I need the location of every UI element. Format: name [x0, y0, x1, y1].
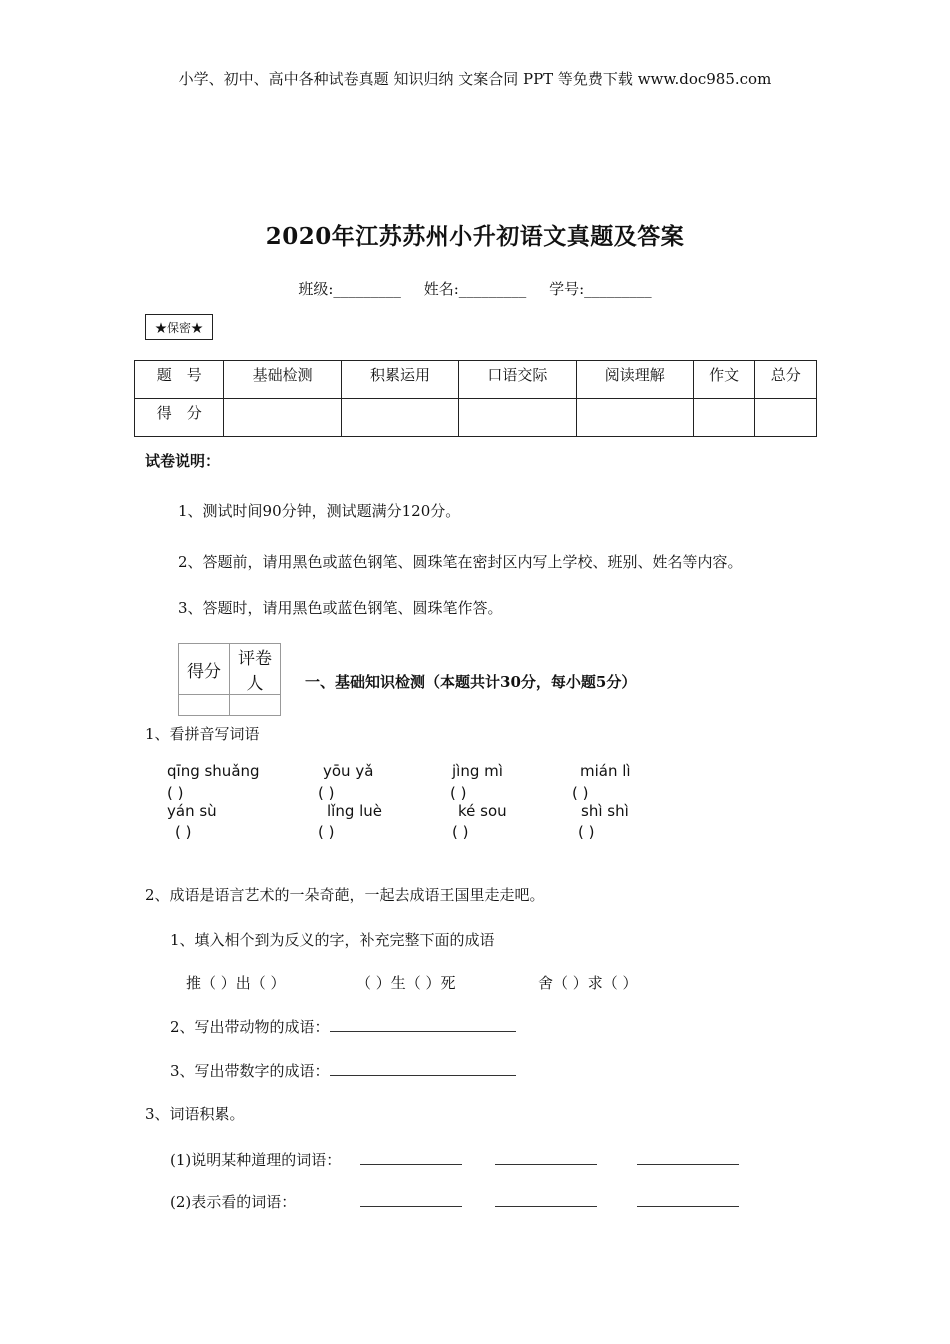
confidential-badge: ★保密★ — [145, 314, 213, 340]
pinyin-item: qīng shuǎng — [167, 762, 260, 780]
answer-line[interactable] — [360, 1150, 462, 1165]
score-cell — [341, 399, 458, 437]
pinyin-item: yán sù — [167, 802, 217, 820]
grader-score-label: 得分 — [179, 644, 230, 695]
question-2-title: 2、成语是语言艺术的一朵奇葩，一起去成语王国里走走吧。 — [145, 886, 545, 904]
idiom-blank: 舍（ ）求（ ） — [538, 974, 638, 992]
answer-line[interactable] — [637, 1150, 739, 1165]
answer-paren: ( ) — [452, 823, 469, 841]
name-field: 姓名:_________ — [423, 280, 527, 298]
question-2-sub-3 — [170, 1060, 516, 1081]
exam-title: 2020年江苏苏州小升初语文真题及答案 — [265, 223, 685, 250]
score-cell — [224, 399, 341, 437]
score-cell — [693, 399, 755, 437]
instruction-item: 2、答题前，请用黑色或蓝色钢笔、圆珠笔在密封区内写上学校、班别、姓名等内容。 — [178, 553, 743, 571]
question-3-title: 3、词语积累。 — [145, 1105, 245, 1123]
idiom-blank: （ ）生（ ）死 — [356, 974, 456, 992]
student-id-field: 学号:_________ — [549, 280, 652, 298]
pinyin-item: jìng mì — [452, 762, 503, 780]
answer-paren: ( ) — [318, 784, 335, 802]
score-cell — [459, 399, 576, 437]
pinyin-item: mián lì — [580, 762, 631, 780]
grader-box — [178, 643, 281, 716]
answer-line[interactable] — [330, 1061, 516, 1076]
question-1-title: 1、看拼音写词语 — [145, 725, 260, 743]
score-table-header-row — [135, 361, 817, 399]
question-2-sub-2 — [170, 1016, 516, 1037]
answer-line[interactable] — [330, 1017, 516, 1032]
score-table-score-row — [135, 399, 817, 437]
instructions-title: 试卷说明： — [145, 452, 221, 470]
answer-paren: ( ) — [450, 784, 467, 802]
answer-paren: ( ) — [572, 784, 589, 802]
score-header-cell: 题 号 — [135, 361, 224, 399]
grader-reviewer-cell — [230, 695, 281, 716]
question-2-sub-3-label: 3、写出带数字的成语： — [170, 1062, 330, 1080]
score-header-cell: 基础检测 — [224, 361, 341, 399]
instruction-item: 1、测试时间90分钟，测试题满分120分。 — [178, 502, 461, 520]
answer-paren: ( ) — [318, 823, 335, 841]
question-3-sub-1: (1)说明某种道理的词语： — [170, 1151, 342, 1169]
page-header: 小学、初中、高中各种试卷真题 知识归纳 文案合同 PPT 等免费下载 www.doc985.com — [178, 70, 772, 88]
score-header-cell: 作文 — [693, 361, 755, 399]
question-2-sub-2-label: 2、写出带动物的成语： — [170, 1018, 330, 1036]
score-row-label: 得 分 — [135, 399, 224, 437]
score-table — [134, 360, 817, 437]
answer-paren: ( ) — [167, 784, 184, 802]
grader-score-cell — [179, 695, 230, 716]
score-header-cell: 口语交际 — [459, 361, 576, 399]
pinyin-item: ké sou — [458, 802, 507, 820]
section-title: 一、基础知识检测（本题共计30分，每小题5分） — [305, 673, 637, 691]
answer-line[interactable] — [360, 1192, 462, 1207]
score-header-cell: 阅读理解 — [576, 361, 693, 399]
idiom-blank: 推（ ）出（ ） — [186, 974, 286, 992]
pinyin-item: yōu yǎ — [323, 762, 374, 780]
answer-line[interactable] — [495, 1150, 597, 1165]
question-2-sub-1: 1、填入相个到为反义的字，补充完整下面的成语 — [170, 931, 495, 949]
answer-line[interactable] — [637, 1192, 739, 1207]
question-3-sub-2: (2)表示看的词语： — [170, 1193, 297, 1211]
answer-paren: ( ) — [175, 823, 192, 841]
score-cell — [755, 399, 817, 437]
answer-paren: ( ) — [578, 823, 595, 841]
score-header-cell: 积累运用 — [341, 361, 458, 399]
instruction-item: 3、答题时，请用黑色或蓝色钢笔、圆珠笔作答。 — [178, 599, 503, 617]
answer-line[interactable] — [495, 1192, 597, 1207]
score-cell — [576, 399, 693, 437]
class-field: 班级:_________ — [298, 280, 401, 298]
pinyin-item: lǐng luè — [327, 802, 383, 820]
grader-reviewer-label: 评卷人 — [230, 644, 281, 695]
score-header-cell: 总分 — [755, 361, 817, 399]
pinyin-item: shì shì — [581, 802, 629, 820]
student-info — [0, 278, 950, 299]
